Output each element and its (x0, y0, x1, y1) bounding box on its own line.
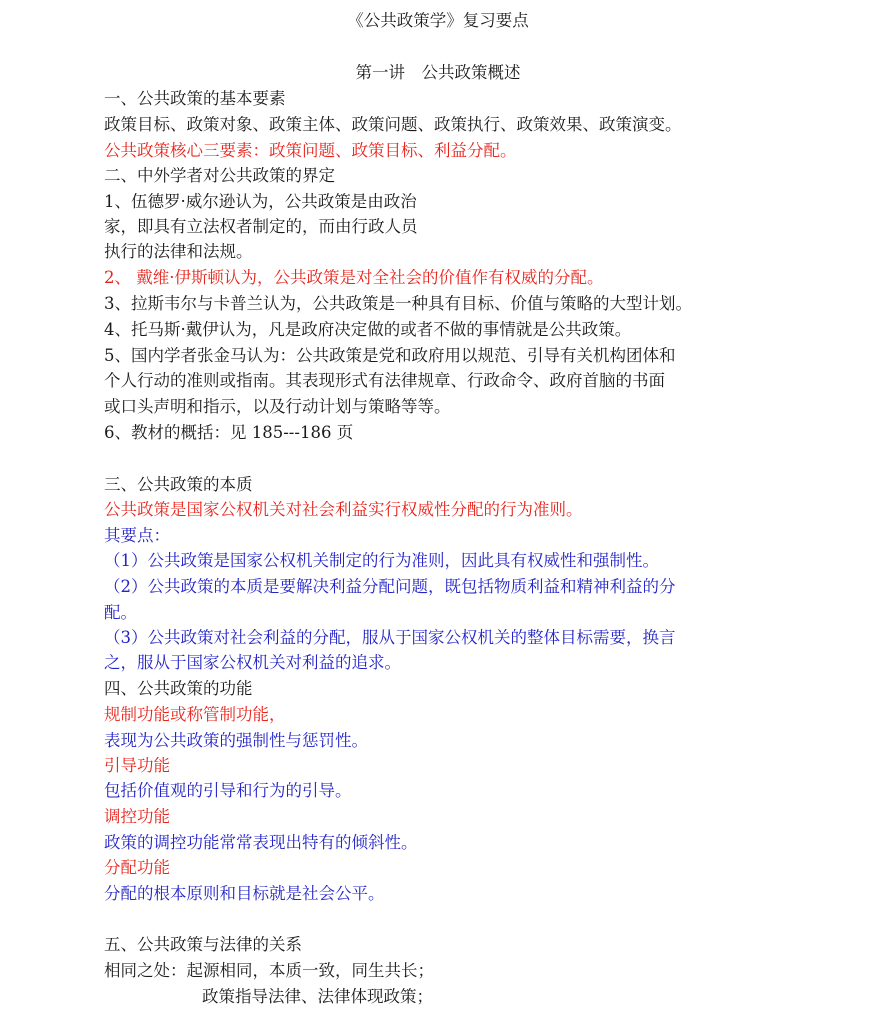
definition-5-line-1: 5、国内学者张金马认为：公共政策是党和政府用以规范、引导有关机构团体和 (104, 346, 676, 365)
function-control-desc: 政策的调控功能常常表现出特有的倾斜性。 (104, 833, 418, 852)
key-point-1: （1）公共政策是国家公权机关制定的行为准则，因此具有权威性和强制性。 (104, 551, 659, 570)
function-control-name: 调控功能 (104, 807, 170, 826)
key-point-2-line-2: 配。 (104, 603, 137, 622)
document-title: 《公共政策学》复习要点 (347, 11, 529, 30)
definition-5-line-3: 或口头声明和指示，以及行动计划与策略等等。 (104, 397, 451, 416)
definition-1-line-3: 执行的法律和法规。 (104, 242, 253, 261)
definition-3-text: 3、拉斯韦尔与卡普兰认为，公共政策是一种具有目标、价值与策略的大型计划。 (104, 294, 692, 313)
function-distribution-name: 分配功能 (104, 858, 170, 877)
definition-4-text: 4、托马斯·戴伊认为，凡是政府决定做的或者不做的事情就是公共政策。 (104, 320, 632, 339)
lecture-title: 第一讲 公共政策概述 (355, 63, 521, 82)
definition-1-line-2: 家，即具有立法权者制定的，而由行政人员 (104, 217, 418, 236)
key-point-3-line-2: 之，服从于国家公权机关对利益的追求。 (104, 653, 401, 672)
key-points-label: 其要点： (104, 526, 170, 545)
function-guidance-desc: 包括价值观的引导和行为的引导。 (104, 781, 352, 800)
function-regulation-name: 规制功能或称管制功能， (104, 705, 286, 724)
definition-6-text: 6、教材的概括：见 185---186 页 (104, 423, 354, 442)
policy-elements-text: 政策目标、政策对象、政策主体、政策问题、政策执行、政策效果、政策演变。 (104, 115, 682, 134)
section-5-heading: 五、公共政策与法律的关系 (104, 935, 302, 954)
section-3-heading: 三、公共政策的本质 (104, 475, 253, 494)
key-point-3-line-1: （3）公共政策对社会利益的分配，服从于国家公权机关的整体目标需要，换言 (104, 628, 676, 647)
definition-1-line-1: 1、伍德罗·威尔逊认为，公共政策是由政治 (104, 192, 417, 211)
key-point-2-line-1: （2）公共政策的本质是要解决利益分配问题，既包括物质利益和精神利益的分 (104, 577, 676, 596)
core-elements-text: 公共政策核心三要素：政策问题、政策目标、利益分配。 (104, 141, 517, 160)
essence-definition-text: 公共政策是国家公权机关对社会利益实行权威性分配的行为准则。 (104, 500, 583, 519)
definition-2-text: 2、 戴维·伊斯顿认为，公共政策是对全社会的价值作有权威的分配。 (104, 268, 604, 287)
section-1-heading: 一、公共政策的基本要素 (104, 89, 286, 108)
similarities-line-2: 政策指导法律、法律体现政策； (202, 987, 433, 1006)
similarities-line-1: 相同之处：起源相同，本质一致，同生共长； (104, 961, 434, 980)
function-guidance-name: 引导功能 (104, 756, 170, 775)
section-2-heading: 二、中外学者对公共政策的界定 (104, 166, 335, 185)
function-regulation-desc: 表现为公共政策的强制性与惩罚性。 (104, 731, 368, 750)
definition-5-line-2: 个人行动的准则或指南。其表现形式有法律规章、行政命令、政府首脑的书面 (104, 371, 665, 390)
function-distribution-desc: 分配的根本原则和目标就是社会公平。 (104, 884, 385, 903)
section-4-heading: 四、公共政策的功能 (104, 679, 253, 698)
